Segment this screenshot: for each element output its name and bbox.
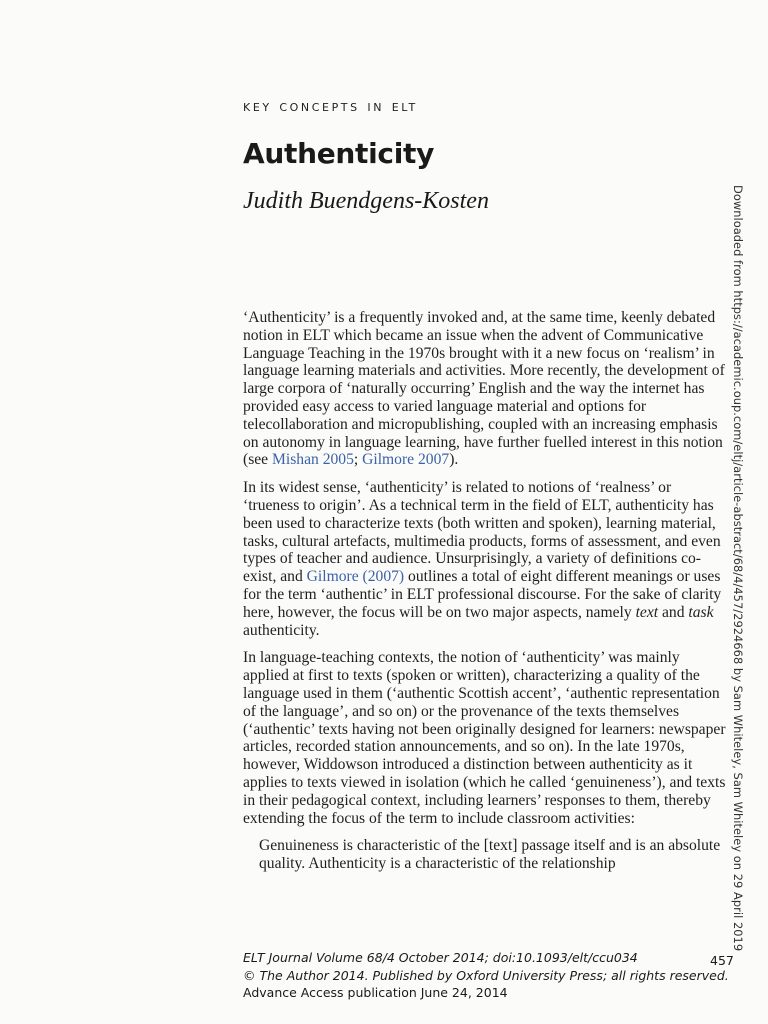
paragraph-1-text: ‘Authenticity’ is a frequently invoked and, at the same time, keenly debated notion in ELT which became an issue when the advent of Communicative Language Teaching in the 1970s brought with it a new focus on ‘realism’ in language learning materials and activities. More recently, the development of large corpora of ‘naturally occurring’ English and the way the internet has provided easy access to varied language material and options for telecollaboration and micropublishing, coupled with an increasing emphasis on autonomy in language learning, have further fuelled interest in this notion (see [243,309,725,469]
citation-gilmore-2007-inline-link[interactable]: Gilmore (2007) [306,568,405,586]
paragraph-3: In language-teaching contexts, the notion of ‘authenticity’ was mainly applied at first to texts (spoken or written), characterizing a quality of the language used in them (‘authentic Scottish accent’, ‘authentic representation of the language’, and so on) or the provenance of the texts themselves (‘authentic’ texts having not been originally designed for learners: newspaper articles, recorded station announcements, and so on). In the late 1970s, however, Widdowson introduced a distinction between authenticity as it applies to texts viewed in isolation (which he called ‘genuineness’), and texts in their pedagogical context, including learners’ responses to them, thereby extending the focus of the term to include classroom activities: [243,649,726,827]
footer-copyright-line: © The Author 2014. Published by Oxford University Press; all rights reserved. [243,967,729,983]
article-title: Authenticity [243,137,435,170]
citation-gilmore-2007-link[interactable]: Gilmore 2007 [362,451,450,469]
article-body [243,309,726,873]
paragraph-1-end: ). [449,451,459,469]
block-quote: Genuineness is characteristic of the [text] passage itself and is an absolute quality. Authenticity is a characteristic of the relationship [259,837,721,873]
paragraph-1 [243,309,726,469]
footer-publication-line: Advance Access publication June 24, 2014 [243,985,508,1000]
citation-mishan-2005-link[interactable]: Mishan 2005 [272,451,354,469]
author-name: Judith Buendgens-Kosten [243,188,489,214]
footer-journal-line: ELT Journal Volume 68/4 October 2014; doi:10.1093/elt/ccu034 [243,950,638,965]
download-note: Downloaded from https://academic.oup.com/eltj/article-abstract/68/4/457/2924668 by Sam Whiteley, Sam Whiteley on 29 April 2019 [731,185,745,952]
paragraph-2-text: In its widest sense, ‘authenticity’ is related to notions of ‘realness’ or ‘trueness to origin’. As a technical term in the field of ELT, authenticity has been used to characterize texts (both written and spoken), learning material, tasks, cultural artefacts, multimedia products, forms of assessment, and even types of teacher and audience. Unsurprisingly, a variety of definitions co-exist, and [243,479,721,586]
page-number: 457 [710,953,734,968]
paragraph-2 [243,479,726,639]
citation-separator: ; [353,451,363,469]
series-label: key concepts in elt [243,96,418,115]
paragraph-2-end: authenticity. [243,621,320,639]
footer [243,949,729,1002]
emphasis-task: task [688,603,714,621]
emphasis-text: text [635,603,659,621]
paragraph-2-and: and [658,603,689,621]
paragraph-2-mid: outlines a total of eight different meanings or uses for the term ‘authentic’ in ELT professional discourse. For the sake of clarity here, however, the focus will be on two major aspects, namely [243,568,722,621]
